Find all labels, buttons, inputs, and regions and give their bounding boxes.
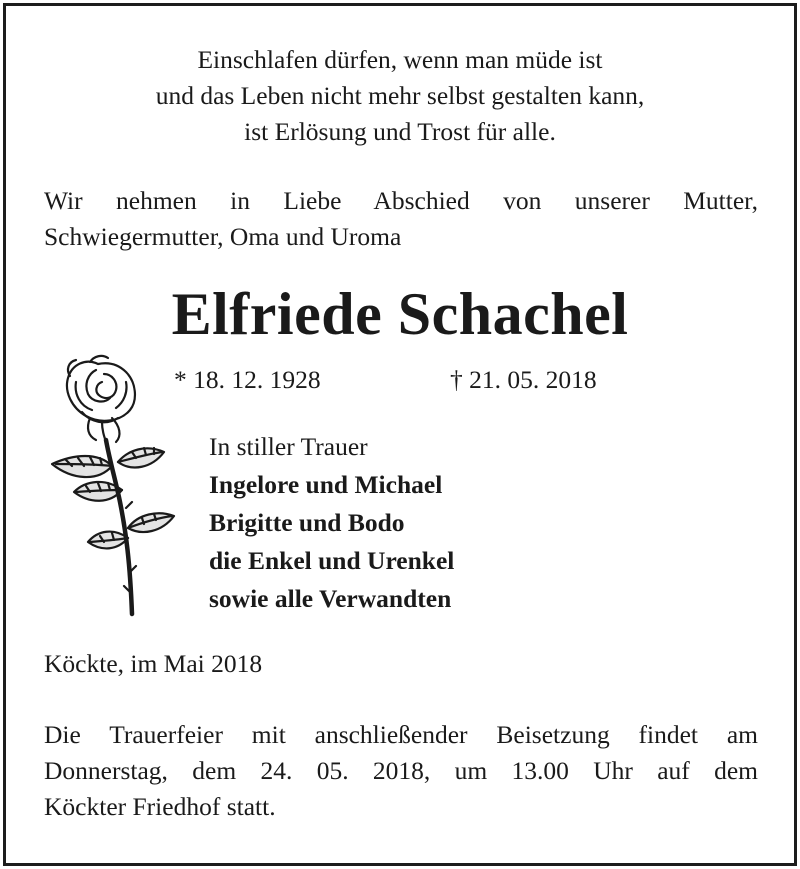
place-date: Köckte, im Mai 2018	[44, 649, 263, 678]
intro-text	[44, 183, 758, 255]
verse-line-2: und das Leben nicht mehr selbst gestalten kann,	[155, 81, 645, 110]
mourner-name: Ingelore und Michael	[209, 470, 443, 499]
service-line-1: Die Trauerfeier mit anschließender Beisetzung findet am	[44, 720, 758, 749]
rose-icon	[46, 352, 182, 620]
intro-line-2: Schwiegermutter, Oma und Uroma	[44, 222, 402, 251]
verse-line-3: ist Erlösung und Trost für alle.	[244, 117, 556, 146]
verse	[0, 42, 800, 150]
birth-date: * 18. 12. 1928	[174, 365, 321, 394]
mourner-name: sowie alle Verwandten	[209, 584, 452, 613]
mourners-heading: In stiller Trauer	[209, 432, 368, 461]
mourner-name: Brigitte und Bodo	[209, 508, 405, 537]
deceased-name: Elfriede Schachel	[171, 281, 629, 347]
service-line-3: Köckter Friedhof statt.	[44, 792, 276, 821]
mourners	[209, 428, 454, 618]
verse-line-1: Einschlafen dürfen, wenn man müde ist	[197, 45, 603, 74]
service-line-2: Donnerstag, dem 24. 05. 2018, um 13.00 Uhr auf dem	[44, 756, 758, 785]
death-date: † 21. 05. 2018	[450, 365, 597, 394]
intro-line-1: Wir nehmen in Liebe Abschied von unserer Mutter,	[44, 186, 758, 215]
service-info	[44, 717, 758, 825]
mourner-name: die Enkel und Urenkel	[209, 546, 455, 575]
